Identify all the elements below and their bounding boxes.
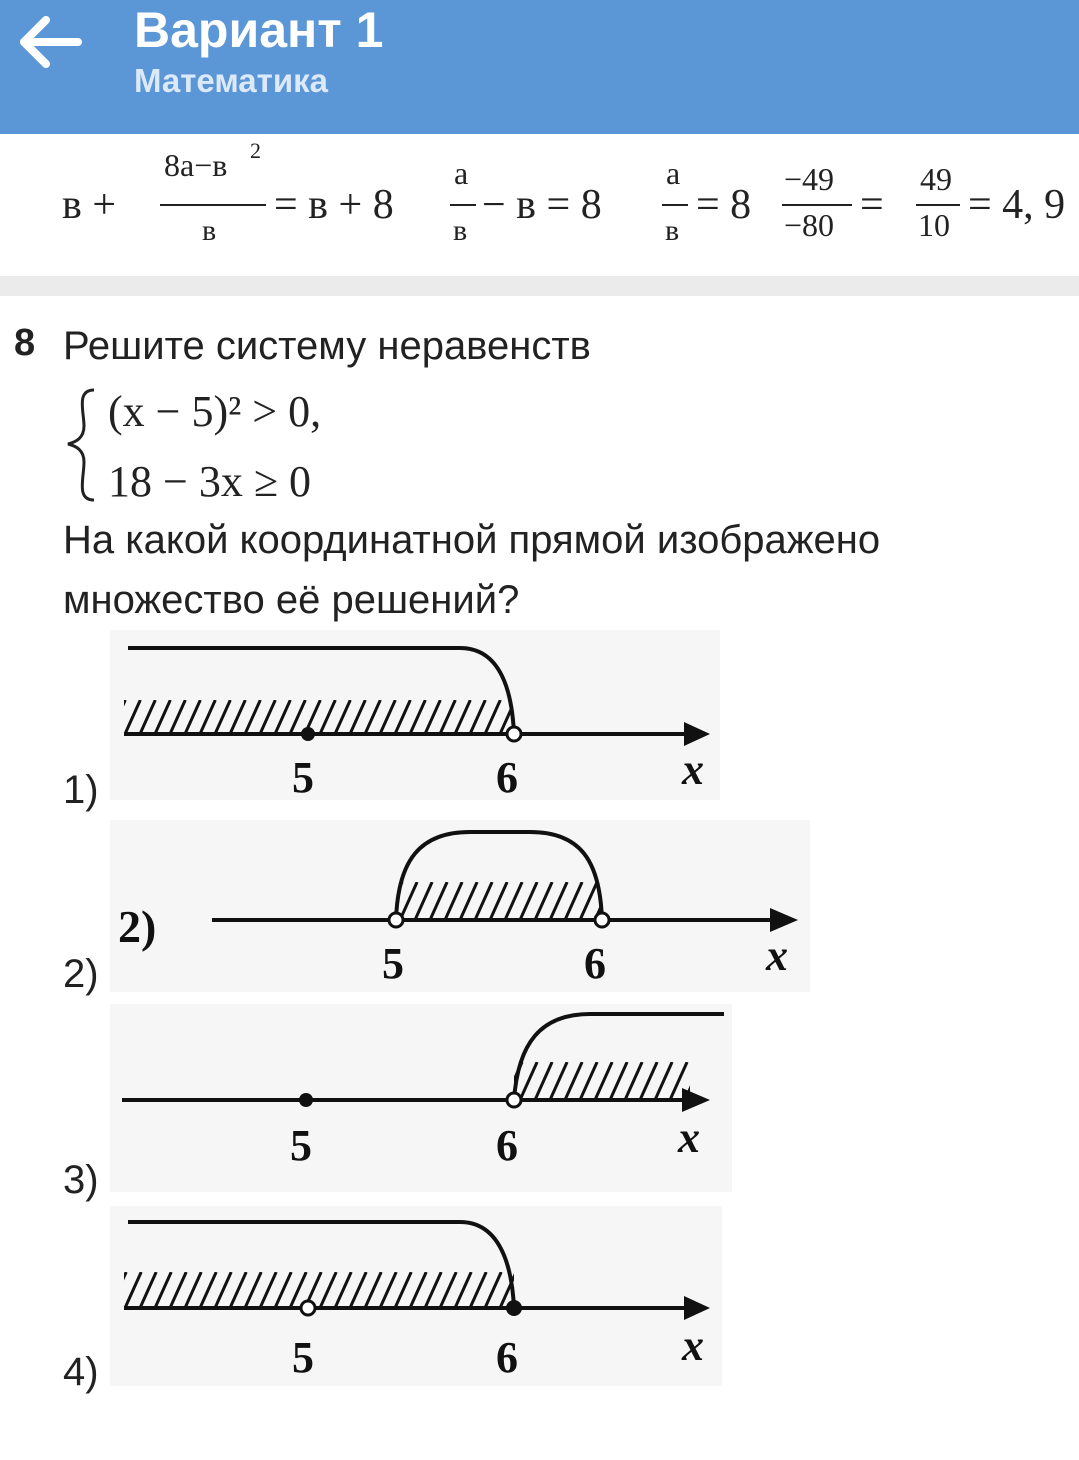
hatch-line (595, 1062, 612, 1100)
hatch-line (290, 700, 305, 734)
hatch-line (485, 700, 500, 734)
hatch-line (490, 882, 507, 920)
point-5-open (301, 1301, 315, 1315)
hatch-line (245, 1272, 261, 1308)
hatch-line (275, 700, 290, 734)
hatch-line (335, 700, 350, 734)
hatch-line (605, 1272, 621, 1308)
hatch-line (520, 882, 537, 920)
axis-label-x: x (678, 1113, 700, 1162)
hatch-line (395, 700, 410, 734)
hatch-line (550, 1062, 567, 1100)
question-prompt: На какой координатной прямой изображено множество её решений? (63, 518, 881, 622)
hatch-line (425, 1272, 441, 1308)
hatch-line (625, 882, 642, 920)
hatch-line (455, 700, 470, 734)
hatch-line (140, 700, 155, 734)
hatch-line (625, 1062, 642, 1100)
formula-term-5: = (860, 182, 884, 228)
hatch-line (530, 1272, 546, 1308)
hatch-line (475, 882, 492, 920)
hatch-line (170, 700, 185, 734)
hatch-line (650, 1272, 666, 1308)
system-line-2: 18 − 3x ≥ 0 (108, 457, 311, 506)
hatch-line (425, 700, 440, 734)
hatch-line (215, 700, 230, 734)
hatch-line (245, 700, 260, 734)
hatch-line (610, 882, 627, 920)
hatch-line (110, 700, 125, 734)
point-5-filled (299, 1093, 313, 1107)
hatch-line (125, 700, 140, 734)
previous-solution-card (0, 134, 1079, 276)
hatch-line (260, 1272, 276, 1308)
point-6-filled (506, 1300, 522, 1316)
hatch-line (560, 1272, 576, 1308)
axis-label-x: x (682, 1321, 704, 1370)
hatch-line (400, 882, 417, 920)
tick-label-6: 6 (496, 753, 518, 800)
hatch-line (665, 700, 680, 734)
hatch-line (350, 700, 365, 734)
hatch-line (335, 1272, 351, 1308)
hatch-line (170, 1272, 186, 1308)
hatch-line (635, 1272, 651, 1308)
hatch-line (200, 700, 215, 734)
option-4-figure[interactable] (110, 1206, 722, 1386)
hatch-line (575, 1272, 591, 1308)
hatch-line (535, 882, 552, 920)
option-3-figure[interactable] (110, 1004, 732, 1192)
formula-frac3-den: в (665, 214, 680, 247)
hatch-line (395, 1272, 411, 1308)
tick-label-5: 5 (382, 939, 404, 988)
hatch-line (415, 882, 432, 920)
hatch-line (520, 1062, 537, 1100)
formula-frac2-num: а (454, 155, 469, 191)
hatch-line (350, 1272, 366, 1308)
arrow-left-icon (14, 10, 90, 74)
hatch-line (605, 700, 620, 734)
hatch-line (545, 1272, 561, 1308)
hatch-line (155, 700, 170, 734)
solution-formula (62, 142, 1079, 270)
system-line-1: (x − 5)² > 0, (108, 387, 322, 436)
hatch-line (485, 1272, 501, 1308)
hatch-line (410, 1272, 426, 1308)
hatch-line (635, 700, 650, 734)
hatch-line (230, 700, 245, 734)
page-subtitle: Математика (134, 62, 328, 99)
option-1-label[interactable]: 1) (63, 768, 99, 812)
hatch-line (665, 1272, 681, 1308)
hatch-line (505, 882, 522, 920)
hatch-line (230, 1272, 246, 1308)
page-title: Вариант 1 (134, 2, 384, 58)
hatch-line (440, 700, 455, 734)
formula-frac4-num: −49 (784, 161, 835, 197)
hatch-line (700, 1062, 717, 1100)
hatch-line (550, 882, 567, 920)
point-6-open (507, 1093, 521, 1107)
question-text: Решите систему неравенств (63, 324, 591, 368)
formula-frac1-num: 8а−в (164, 147, 228, 183)
hatch-line (185, 700, 200, 734)
hatch-line (535, 1062, 552, 1100)
formula-frac1-exp: 2 (250, 142, 261, 163)
formula-frac5-den: 10 (918, 207, 950, 243)
hatch-line (215, 1272, 231, 1308)
formula-term-6: = 4, 9 (968, 182, 1066, 228)
formula-term-2: = в + 8 (274, 182, 394, 228)
hatch-line (200, 1272, 216, 1308)
axis-label-x: x (766, 931, 788, 980)
option-2-label[interactable]: 2) (63, 952, 99, 996)
hatch-line (455, 1272, 471, 1308)
hatch-line (110, 1272, 126, 1308)
hatch-line (590, 1272, 606, 1308)
hatch-line (580, 882, 597, 920)
question-number: 8 (14, 322, 36, 364)
hatch-line (710, 700, 720, 734)
point-5-filled (301, 727, 315, 741)
hatch-line (365, 1272, 381, 1308)
formula-frac2-den: в (453, 214, 468, 247)
system-brace (68, 390, 94, 500)
hatch-line (610, 1062, 627, 1100)
hatch-line (620, 700, 635, 734)
hatch-line (260, 700, 275, 734)
formula-frac1-den: в (202, 214, 217, 247)
hatch-line (380, 1272, 396, 1308)
option-1-figure[interactable] (110, 630, 720, 800)
hatch-line (620, 1272, 636, 1308)
tick-label-6: 6 (496, 1333, 518, 1382)
point-6-open (595, 913, 609, 927)
hatch-line (490, 1062, 507, 1100)
hatch-line (545, 700, 560, 734)
tick-label-5: 5 (292, 753, 314, 800)
hatch-line (470, 700, 485, 734)
hatch-line (565, 882, 582, 920)
hatch-line (275, 1272, 291, 1308)
point-6-open (507, 727, 521, 741)
hatch-line (155, 1272, 171, 1308)
hatch-line (530, 700, 545, 734)
hatch-line (715, 1062, 732, 1100)
figure-inner-label: 2) (118, 901, 157, 952)
hatch-line (320, 1272, 336, 1308)
tick-label-5: 5 (290, 1121, 312, 1170)
section-divider (0, 276, 1079, 296)
hatch-line (650, 700, 665, 734)
inequality-system (62, 382, 482, 508)
hatch-line (590, 700, 605, 734)
hatch-line (320, 700, 335, 734)
hatch-line (430, 882, 447, 920)
formula-term-4: = 8 (696, 182, 752, 228)
hatch-line (185, 1272, 201, 1308)
hatch-line (655, 1062, 672, 1100)
axis-label-x: x (682, 745, 704, 794)
hatch-line (560, 700, 575, 734)
hatch-line (565, 1062, 582, 1100)
hatch-line (445, 882, 462, 920)
formula-frac4-den: −80 (784, 207, 835, 243)
hatch-line (580, 1062, 597, 1100)
hatch-line (370, 882, 387, 920)
hatch-line (125, 1272, 141, 1308)
option-4-label[interactable]: 4) (63, 1350, 99, 1394)
formula-term-1: в + (62, 182, 117, 228)
hatch-line (410, 700, 425, 734)
option-2-figure[interactable] (110, 820, 810, 992)
tick-label-5: 5 (292, 1333, 314, 1382)
hatch-line (140, 1272, 156, 1308)
tick-label-6: 6 (496, 1121, 518, 1170)
option-3-label[interactable]: 3) (63, 1158, 99, 1202)
formula-frac3-num: а (666, 155, 681, 191)
hatch-line (710, 1272, 722, 1308)
point-5-open (389, 913, 403, 927)
hatch-line (365, 700, 380, 734)
hatch-line (640, 1062, 657, 1100)
tick-label-6: 6 (584, 939, 606, 988)
hatch-line (575, 700, 590, 734)
hatch-line (470, 1272, 486, 1308)
hatch-line (460, 882, 477, 920)
formula-frac5-num: 49 (920, 161, 952, 197)
back-button[interactable] (14, 10, 90, 74)
hatch-line (440, 1272, 456, 1308)
app-bar (0, 0, 1079, 134)
formula-term-3: − в = 8 (482, 182, 602, 228)
hatch-line (380, 700, 395, 734)
